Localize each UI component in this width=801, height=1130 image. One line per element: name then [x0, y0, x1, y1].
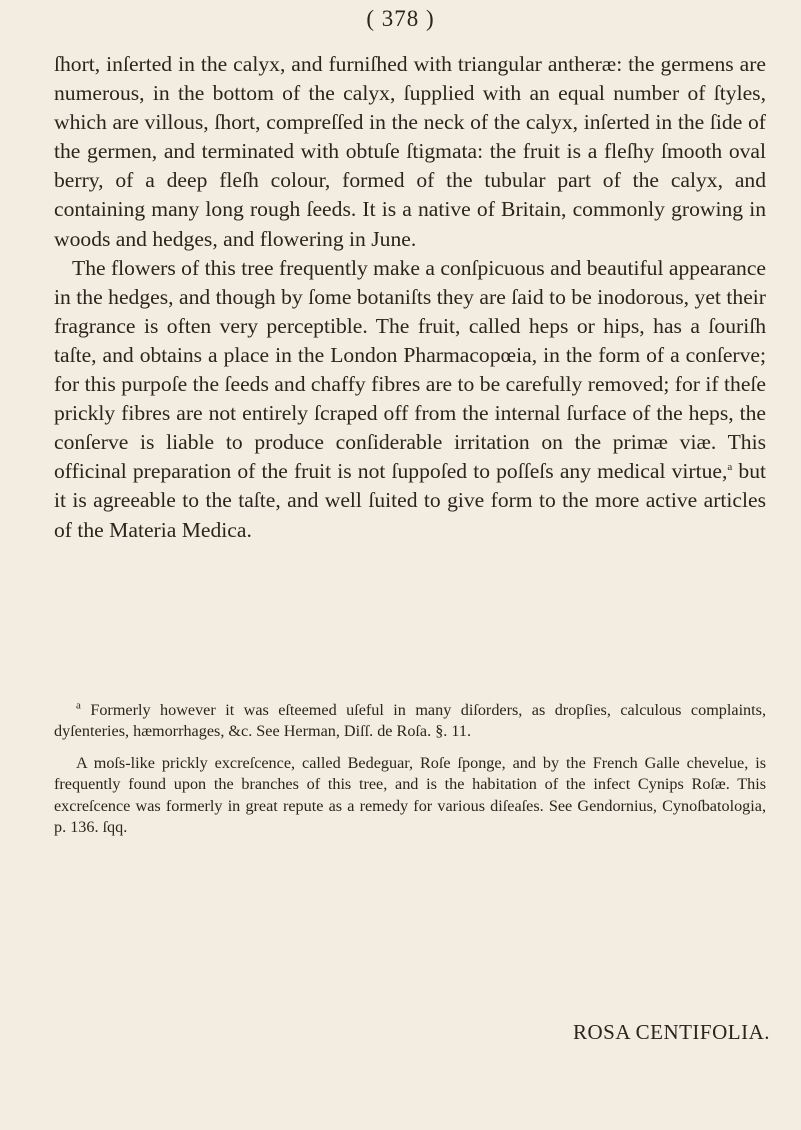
main-text: [54, 50, 766, 545]
page-number: ( 378 ): [366, 6, 435, 31]
footnotes: [54, 700, 766, 838]
footnote-a-text: Formerly however it was eſteemed uſeful in many diſorders, as dropſies, calculous complaints, dyſenteries, hæmorrhages, &c. See Herman, Diſſ. de Roſa. §. 11.: [54, 701, 766, 741]
paragraph-2-text: The flowers of this tree frequently make a conſpicuous and beautiful appearance in the hedges, and though by ſome botaniſts they are ſaid to be inodorous, yet their fragrance is often very perceptible. The fruit, called heps or hips, has a ſouriſh taſte, and obtains a place in the London Pharmacopœia, in the form of a conſerve; for this purpoſe the ſeeds and chaffy fibres are to be carefully removed; for if theſe prickly fibres are not entirely ſcraped off from the internal ſurface of the heps, the conſerve is liable to produce conſiderable irritation on the primæ viæ. This officinal preparation of the fruit is not ſuppoſed to poſſeſs any medical virtue,: [54, 255, 766, 484]
footnote-a: [54, 700, 766, 743]
catchword: ROSA CENTIFOLIA.: [573, 1020, 771, 1044]
paragraph-1: ſhort, inſerted in the calyx, and furniſhed with triangular antheræ: the germens are numerous, in the bottom of the calyx, ſupplied with an equal number of ſtyles, which are villous, ſhort, compreſſed in the neck of the calyx, inſerted in the ſide of the germen, and terminated with obtuſe ſtigmata: the fruit is a fleſhy ſmooth oval berry, of a deep fleſh colour, formed of the tubular part of the calyx, and containing many long rough ſeeds. It is a native of Britain, commonly growing in woods and hedges, and flowering in June.: [54, 52, 766, 251]
footnote-marker: a: [76, 699, 81, 712]
footnote-reference: a: [727, 461, 733, 474]
footnote-b: A moſs-like prickly excreſcence, called Bedeguar, Roſe ſponge, and by the French Galle chevelue, is frequently found upon the branches of this tree, and is the habitation of the infect Cynips Roſæ. This excreſcence was formerly in great repute as a remedy for various diſeaſes. See Gendornius, Cynoſbatologia, p. 136. ſqq.: [54, 753, 766, 837]
paragraph-2: [54, 254, 766, 545]
paragraph-2-tail: but it is agreeable to the taſte, and well ſuited to give form to the more active articles of the Materia Medica.: [54, 459, 766, 542]
